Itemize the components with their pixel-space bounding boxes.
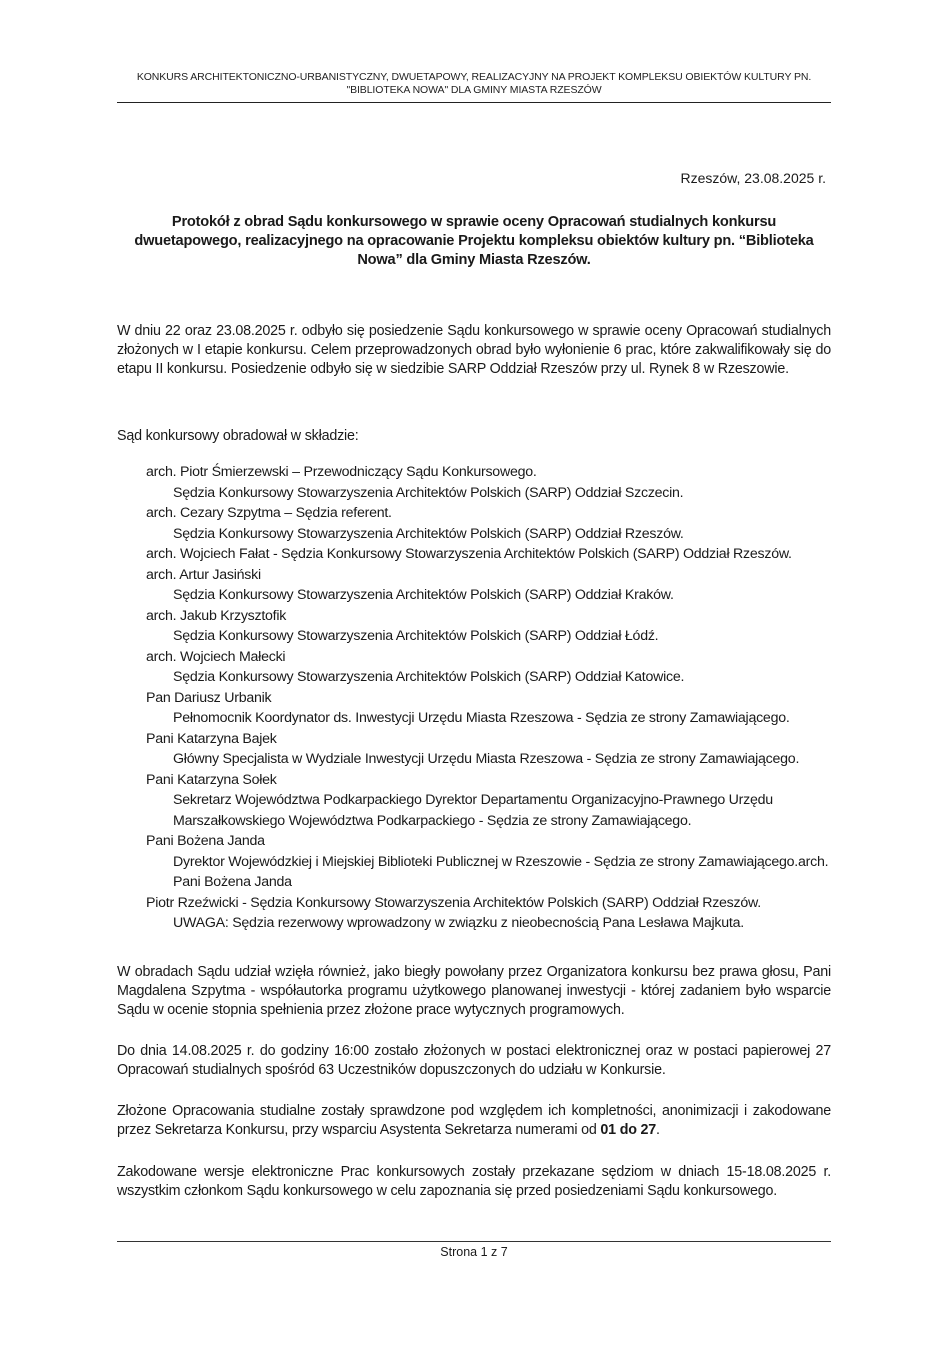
jury-member-name: Pani Bożena Janda [146,833,265,849]
jury-member-name: Piotr Rzeźwicki - Sędzia Konkursowy Stowarzyszenia Architektów Polskich (SARP) Oddział Rzeszów. [146,894,761,911]
jury-member [146,544,836,565]
jury-member-role: Dyrektor Wojewódzkiej i Miejskiej Biblioteki Publicznej w Rzeszowie - Sędzia ze strony Zamawiającego.arch. Pani Bożena Janda [173,853,829,890]
jury-member [146,462,836,503]
header-line-1: KONKURS ARCHITEKTONICZNO-URBANISTYCZNY, DWUETAPOWY, REALIZACYJNY NA PROJEKT KOMPLEKSU OBIEKTÓW KULTURY PN. [136,71,812,83]
header-line-2: "BIBLIOTEKA NOWA" DLA GMINY MIASTA RZESZÓW [346,84,602,96]
jury-member [146,606,836,647]
jury-member-name: Pani Katarzyna Bajek [146,730,277,747]
verification-paragraph [117,1102,831,1140]
forwarding-paragraph: Zakodowane wersje elektroniczne Prac konkursowych zostały przekazane sędziom w dniach 15-18.08.2025 r. wszystkim członkom Sądu konkursowego w celu zapoznania się przed posiedzeniami Sądu konkursowego. [117,1164,831,1199]
jury-member-role: Sędzia Konkursowy Stowarzyszenia Architektów Polskich (SARP) Oddział Rzeszów. [173,525,684,542]
jury-member-role: Pełnomocnik Koordynator ds. Inwestycji Urzędu Miasta Rzeszowa - Sędzia ze strony Zamawiającego. [173,710,790,726]
verification-end: . [656,1122,660,1138]
expert-paragraph: W obradach Sądu udział wzięła również, jako biegły powołany przez Organizatora konkursu bez prawa głosu, Pani Magdalena Szpytma - współautorka programu użytkowego planowanej inwestycji - której zadaniem było wsparcie Sądu w ocenie stopnia spełnienia przez złożone prace wytycznych programowych. [117,964,831,1018]
jury-member-role: UWAGA: Sędzia rezerwowy wprowadzony w związku z nieobecnością Pana Lesława Majkuta. [173,915,744,931]
jury-member-role: Sędzia Konkursowy Stowarzyszenia Architektów Polskich (SARP) Oddział Kraków. [173,587,674,603]
jury-member-name: Pan Dariusz Urbanik [146,689,272,706]
page-number: Strona 1 z 7 [440,1245,508,1259]
jury-member [146,770,836,832]
document-date: Rzeszów, 23.08.2025 r. [680,170,826,186]
jury-member [146,565,836,606]
jury-member-name: arch. Wojciech Fałat - Sędzia Konkursowy Stowarzyszenia Architektów Polskich (SARP) Oddział Rzeszów. [146,546,792,562]
jury-member-name: arch. Piotr Śmierzewski – Przewodniczący Sądu Konkursowego. [146,464,537,480]
jury-member-name: arch. Artur Jasiński [146,566,261,583]
jury-member [146,503,836,544]
jury-member-role: Sędzia Konkursowy Stowarzyszenia Architektów Polskich (SARP) Oddział Katowice. [173,669,685,685]
jury-member [146,831,836,893]
jury-member-role: Sekretarz Województwa Podkarpackiego Dyrektor Departamentu Organizacyjno-Prawnego Urzędu Marszałkowskiego Województwa Podkarpackiego - Sędzia ze strony Zamawiającego. [173,792,773,829]
jury-member-name: Pani Katarzyna Sołek [146,771,277,788]
jury-member-name: arch. Cezary Szpytma – Sędzia referent. [146,505,392,521]
jury-member-name: arch. Jakub Krzysztofik [146,607,287,624]
document-header [117,71,831,97]
jury-member-name: arch. Wojciech Małecki [146,648,286,665]
submissions-paragraph: Do dnia 14.08.2025 r. do godziny 16:00 zostało złożonych w postaci elektronicznej oraz w postaci papierowej 27 Opracowań studialnych spośród 63 Uczestników dopuszczonych do udziału w Konkursie. [117,1043,831,1078]
jury-member [146,688,836,729]
jury-member [146,893,836,934]
composition-label: Sąd konkursowy obradował w składzie: [117,428,359,444]
verification-text: Złożone Opracowania studialne zostały sprawdzone pod względem ich kompletności, anonimizacji i zakodowane przez Sekretarza Konkursu, przy wsparciu Asystenta Sekretarza numerami od [117,1103,831,1138]
jury-member-role: Sędzia Konkursowy Stowarzyszenia Architektów Polskich (SARP) Oddział Szczecin. [173,484,684,501]
jury-member-role: Główny Specjalista w Wydziale Inwestycji Urzędu Miasta Rzeszowa - Sędzia ze strony Zamawiającego. [173,751,800,767]
jury-member [146,729,836,770]
intro-paragraph: W dniu 22 oraz 23.08.2025 r. odbyło się posiedzenie Sądu konkursowego w sprawie oceny Opracowań studialnych złożonych w I etapie konkursu. Celem przeprowadzonych obrad było wyłonienie 6 prac, które zakwalifikowały się do etapu II konkursu. Posiedzenie odbyło się w siedzibie SARP Oddział Rzeszów przy ul. Rynek 8 w Rzeszowie. [117,323,831,377]
jury-members-list [146,462,836,934]
document-title: Protokół z obrad Sądu konkursowego w sprawie oceny Opracowań studialnych konkursu dwuetapowego, realizacyjnego na opracowanie Projektu kompleksu obiektów kultury pn. “Biblioteka Nowa” dla Gminy Miasta Rzeszów. [134,214,814,268]
jury-member-role: Sędzia Konkursowy Stowarzyszenia Architektów Polskich (SARP) Oddział Łódź. [173,628,659,644]
header-divider [117,102,831,103]
jury-member [146,647,836,688]
code-range: 01 do 27 [600,1122,657,1138]
footer-divider [117,1241,831,1242]
